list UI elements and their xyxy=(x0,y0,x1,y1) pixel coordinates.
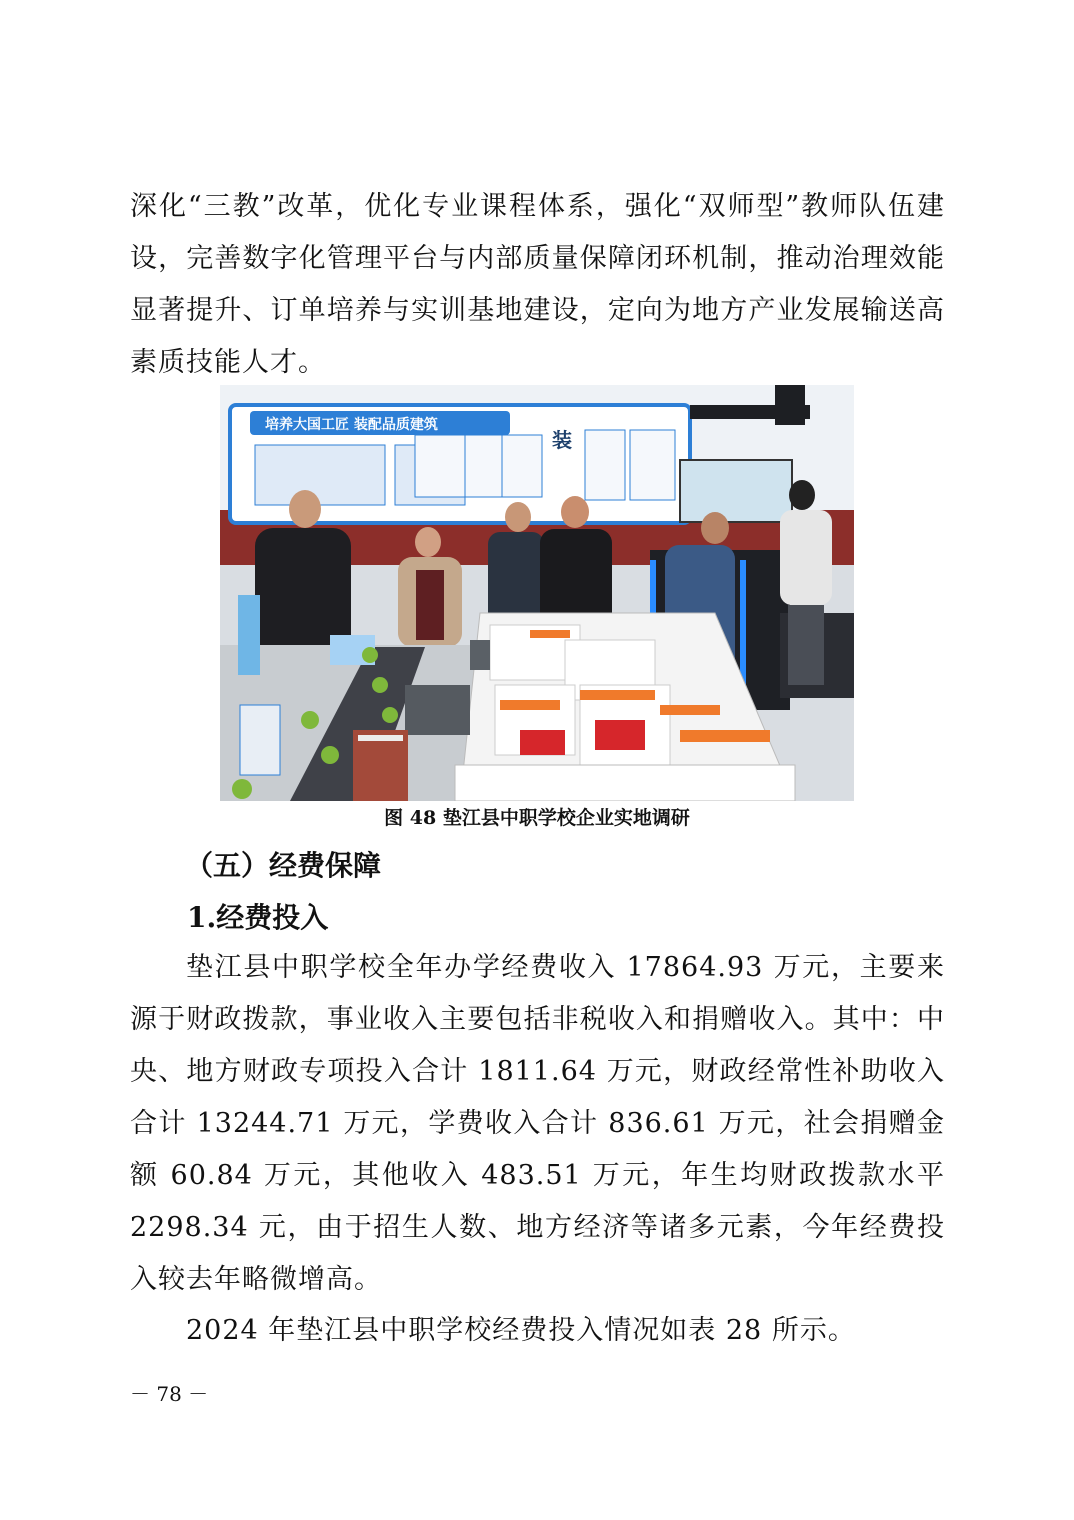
subsection-heading: 1.经费投入 xyxy=(187,901,329,934)
banner-text: 培养大国工匠 装配品质建筑 xyxy=(265,417,438,433)
board-character: 装 xyxy=(552,428,572,452)
section-heading: （五）经费保障 xyxy=(185,849,382,882)
field-research-photo xyxy=(220,385,854,801)
intro-paragraph: 深化“三教”改革，优化专业课程体系，强化“双师型”教师队伍建设，完善数字化管理平台与内部质量保障闭环机制，推动治理效能显著提升、订单培养与实训基地建设，定向为地方产业发展输送高素质技能人才。 xyxy=(130,191,945,378)
figure-caption: 图 48 垫江县中职学校企业实地调研 xyxy=(384,807,690,829)
funding-paragraph: 垫江县中职学校全年办学经费收入 17864.93 万元，主要来源于财政拨款，事业收入主要包括非税收入和捐赠收入。其中：中央、地方财政专项投入合计 1811.64 万元，财政经常性补助收入合计 13244.71 万元，学费收入合计 836.61 万元，社会捐赠金额 60.84 万元，其他收入 483.51 万元，年生均财政拨款水平 2298.34 元，由于招生人数、地方经济等诸多元素，今年经费投入较去年略微增高。 xyxy=(130,952,945,1295)
table-reference-paragraph: 2024 年垫江县中职学校经费投入情况如表 28 所示。 xyxy=(186,1315,856,1346)
page-number: － 78 － xyxy=(130,1382,209,1406)
